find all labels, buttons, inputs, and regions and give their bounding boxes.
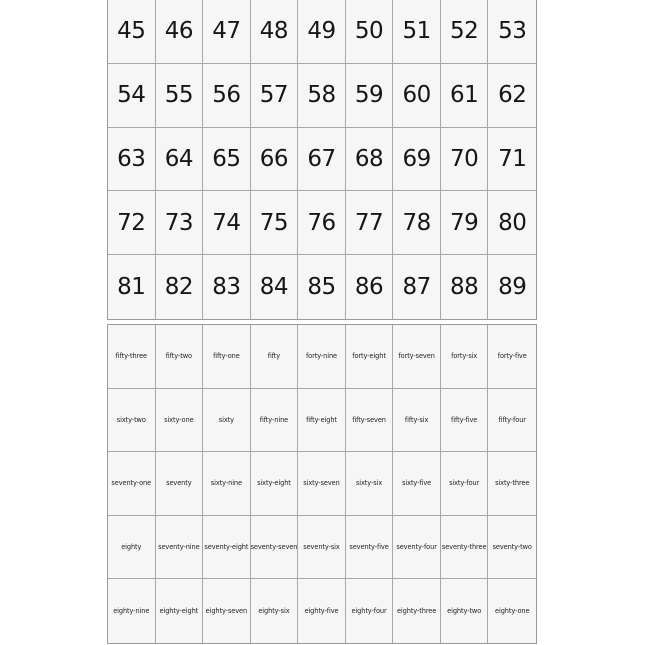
word-label: eighty-six [258,607,290,616]
number-card [156,0,204,64]
word-card [108,579,156,643]
number-label: 64 [164,145,193,172]
word-label: fifty-six [404,415,429,424]
number-card [251,64,299,128]
word-label: fifty-eight [306,415,337,424]
word-card [251,325,299,389]
word-card [298,325,346,389]
word-card [441,452,489,516]
word-card [203,579,251,643]
word-card [251,516,299,580]
number-label: 48 [259,18,289,45]
word-label: seventy-three [441,543,487,552]
number-label: 58 [307,82,336,109]
word-label: forty-five [497,352,527,361]
number-label: 59 [354,82,384,109]
number-card [488,128,536,192]
word-card [393,452,441,516]
number-label: 71 [498,145,527,172]
word-label: seventy-six [303,543,340,552]
word-label: seventy-two [492,543,532,552]
number-label: 69 [402,145,431,172]
number-label: 79 [450,209,479,236]
word-label: sixty-five [402,479,432,488]
number-label: 81 [117,274,146,301]
number-label: 63 [117,145,146,172]
number-card [203,64,251,128]
number-label: 76 [307,209,336,236]
word-label: seventy-seven [250,543,298,552]
word-label: fifty-four [498,415,526,424]
number-card [298,255,346,319]
word-label: forty-eight [352,352,386,361]
number-card [441,0,489,64]
number-card [393,0,441,64]
number-card [298,64,346,128]
word-card [441,516,489,580]
number-label: 45 [117,18,146,45]
number-card [108,191,156,255]
word-card [156,452,204,516]
word-card [203,452,251,516]
number-label: 87 [402,274,431,301]
word-card [251,452,299,516]
word-label: sixty-three [495,479,530,488]
number-label: 46 [164,18,193,45]
word-card [441,389,489,453]
number-card [156,255,204,319]
number-card [346,191,394,255]
word-label: sixty-nine [210,479,242,488]
number-label: 80 [498,209,527,236]
word-label: sixty-six [355,479,383,488]
word-card [393,325,441,389]
word-label: sixty-four [449,479,480,488]
word-card [298,579,346,643]
word-label: fifty-nine [259,415,289,424]
number-label: 60 [402,82,431,109]
word-label: eighty-seven [205,607,248,616]
number-card [346,0,394,64]
number-card [441,64,489,128]
word-card [441,325,489,389]
word-card [156,579,204,643]
word-card [108,516,156,580]
word-label: eighty [121,543,142,552]
word-card [346,452,394,516]
word-card [251,579,299,643]
word-card [346,325,394,389]
number-label: 88 [450,274,479,301]
word-card [488,325,536,389]
word-card [346,389,394,453]
number-label: 77 [354,209,384,236]
word-card [441,579,489,643]
word-card [108,389,156,453]
word-label: seventy-five [349,543,389,552]
number-card [156,64,204,128]
number-label: 56 [212,82,241,109]
word-card [203,325,251,389]
word-label: eighty-one [495,607,530,616]
number-card [441,255,489,319]
word-label: sixty-two [116,415,146,424]
number-card [298,0,346,64]
word-card [346,516,394,580]
number-card [203,191,251,255]
word-label: fifty-seven [352,415,386,424]
word-card [393,579,441,643]
number-label: 82 [164,274,193,301]
word-label: fifty-five [451,415,478,424]
word-label: seventy-one [111,479,152,488]
number-label: 74 [212,209,241,236]
word-card [108,452,156,516]
number-card [108,255,156,319]
number-label: 61 [450,82,479,109]
word-label: seventy-nine [158,543,200,552]
word-label: eighty-five [304,607,339,616]
word-label: seventy [166,479,192,488]
word-card [298,452,346,516]
number-label: 62 [498,82,527,109]
number-label: 86 [354,274,384,301]
word-label: eighty-four [351,607,387,616]
number-label: 51 [402,18,431,45]
word-label: seventy-eight [204,543,249,552]
number-card [346,64,394,128]
word-card [156,516,204,580]
number-label: 83 [212,274,241,301]
number-label: 84 [259,274,289,301]
number-card [108,64,156,128]
number-card [251,0,299,64]
word-card [108,325,156,389]
word-label: fifty-one [213,352,240,361]
word-label: sixty-eight [257,479,291,488]
number-label: 85 [307,274,336,301]
number-label: 55 [164,82,193,109]
number-label: 89 [498,274,527,301]
number-label: 67 [307,145,336,172]
word-label: sixty-seven [303,479,340,488]
word-label: sixty-one [164,415,194,424]
number-label: 53 [498,18,527,45]
word-card [156,325,204,389]
number-label: 72 [117,209,146,236]
number-card [108,128,156,192]
word-card [251,389,299,453]
number-label: 47 [212,18,241,45]
word-label: seventy-four [396,543,437,552]
word-card [156,389,204,453]
number-card [156,128,204,192]
number-label: 57 [259,82,289,109]
number-card [108,0,156,64]
word-label: eighty-three [396,607,437,616]
number-card [203,0,251,64]
number-card [251,128,299,192]
word-label: eighty-eight [159,607,199,616]
number-label: 68 [354,145,384,172]
number-label: 66 [259,145,289,172]
word-label: forty-seven [398,352,435,361]
number-card [346,255,394,319]
number-card [393,128,441,192]
number-label: 78 [402,209,431,236]
word-label: fifty-two [165,352,192,361]
word-card [298,516,346,580]
number-card [488,64,536,128]
word-card [488,389,536,453]
number-card [203,128,251,192]
number-card [251,191,299,255]
word-label: eighty-nine [113,607,150,616]
word-card [203,389,251,453]
number-label: 75 [259,209,289,236]
word-card-sheet [107,324,537,644]
number-label: 54 [117,82,146,109]
word-card [488,579,536,643]
number-card [251,255,299,319]
word-label: fifty-three [115,352,147,361]
word-card [488,516,536,580]
number-card [393,191,441,255]
number-card [393,255,441,319]
word-label: forty-nine [305,352,338,361]
number-card [393,64,441,128]
word-card [393,389,441,453]
number-card [488,191,536,255]
word-label: fifty [267,352,281,361]
number-label: 73 [164,209,193,236]
number-label: 50 [354,18,384,45]
number-card [298,191,346,255]
number-label: 70 [450,145,479,172]
word-card [488,452,536,516]
number-card [156,191,204,255]
number-card-sheet [107,0,537,320]
number-label: 65 [212,145,241,172]
number-card [488,255,536,319]
word-label: forty-six [451,352,478,361]
number-card [298,128,346,192]
word-label: eighty-two [447,607,482,616]
word-card [298,389,346,453]
word-card [203,516,251,580]
word-label: sixty [218,415,234,424]
number-card [203,255,251,319]
number-label: 49 [307,18,336,45]
number-card [441,191,489,255]
word-card [346,579,394,643]
number-card [441,128,489,192]
number-card [346,128,394,192]
word-card [393,516,441,580]
number-label: 52 [450,18,479,45]
number-card [488,0,536,64]
